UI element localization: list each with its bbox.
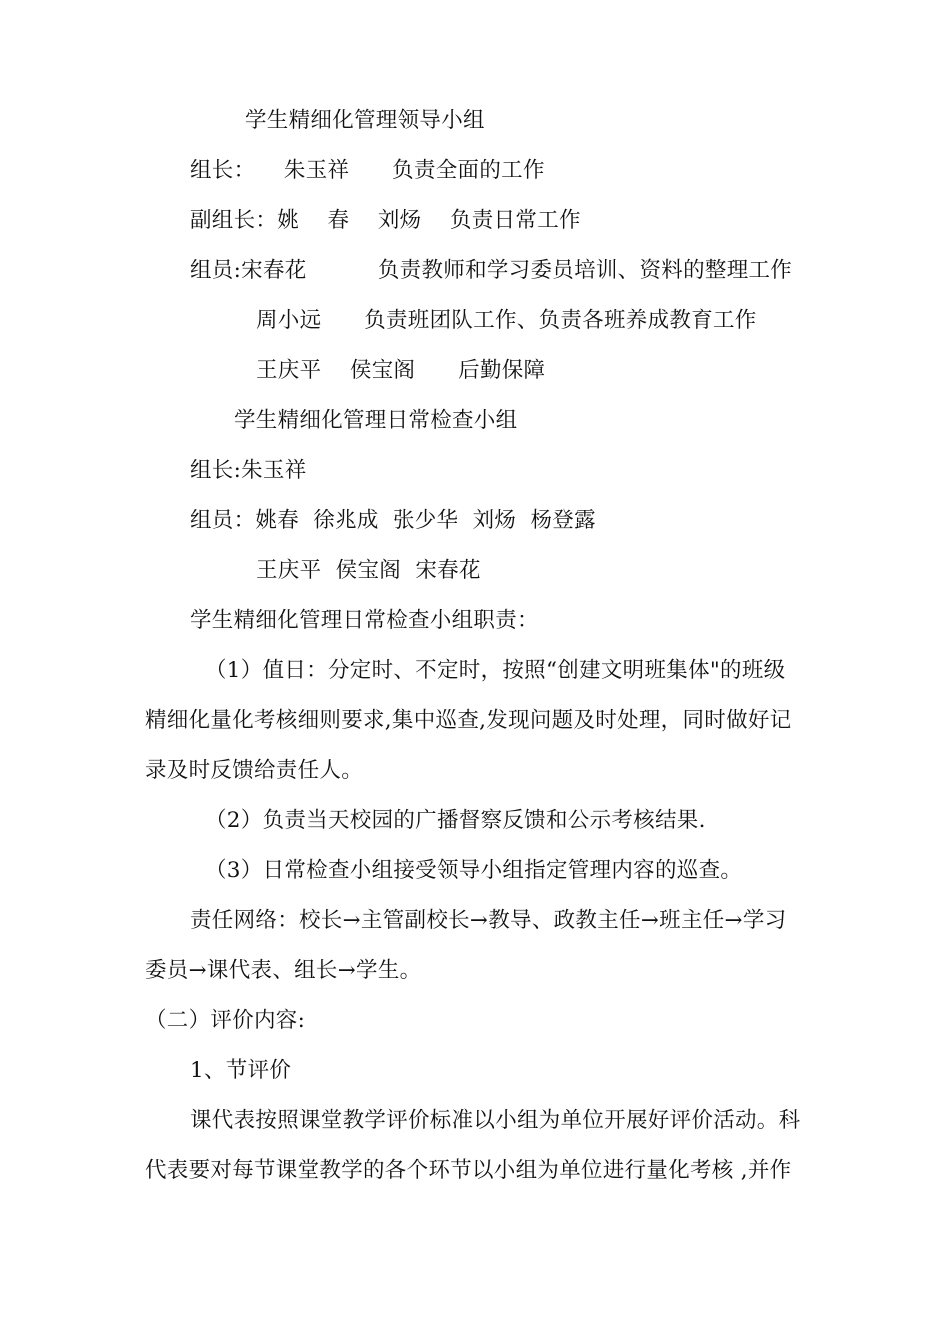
paragraph-line: 课代表按照课堂教学评价标准以小组为单位开展好评价活动。科 xyxy=(190,1108,801,1133)
paragraph-line: （3）日常检查小组接受领导小组指定管理内容的巡查。 xyxy=(205,858,743,883)
text-line: 周小远 负责班团队工作、负责各班养成教育工作 xyxy=(256,308,757,333)
subsection-heading: 1、节评价 xyxy=(190,1058,292,1083)
text-line: 组员:宋春花 负责教师和学习委员培训、资料的整理工作 xyxy=(190,258,793,283)
paragraph-line: （1）值日：分定时、不定时，按照“创建文明班集体"的班级 xyxy=(205,658,786,683)
text-line: 副组长：姚 春 刘炀 负责日常工作 xyxy=(190,208,581,233)
paragraph-line: 录及时反馈给责任人。 xyxy=(145,758,364,783)
heading-duties: 学生精细化管理日常检查小组职责： xyxy=(190,608,539,633)
paragraph-line: 委员→课代表、组长→学生。 xyxy=(145,958,422,983)
paragraph-line: 代表要对每节课堂教学的各个环节以小组为单位进行量化考核 ,并作 xyxy=(145,1158,792,1183)
text-line: 组员：姚春 徐兆成 张少华 刘炀 杨登露 xyxy=(190,508,596,533)
text-line: 王庆平 侯宝阁 后勤保障 xyxy=(256,358,546,383)
heading-inspection-group: 学生精细化管理日常检查小组 xyxy=(234,408,518,433)
paragraph-line: 责任网络：校长→主管副校长→教导、政教主任→班主任→学习 xyxy=(190,908,787,933)
paragraph-line: （2）负责当天校园的广播督察反馈和公示考核结果. xyxy=(205,808,706,833)
heading-leadership-group: 学生精细化管理领导小组 xyxy=(245,108,485,133)
section-heading: （二）评价内容: xyxy=(145,1008,306,1033)
text-line: 王庆平 侯宝阁 宋春花 xyxy=(256,558,481,583)
text-line: 组长： 朱玉祥 负责全面的工作 xyxy=(190,158,545,183)
paragraph-line: 精细化量化考核细则要求,集中巡查,发现问题及时处理，同时做好记 xyxy=(145,708,792,733)
text-line: 组长:朱玉祥 xyxy=(190,458,307,483)
